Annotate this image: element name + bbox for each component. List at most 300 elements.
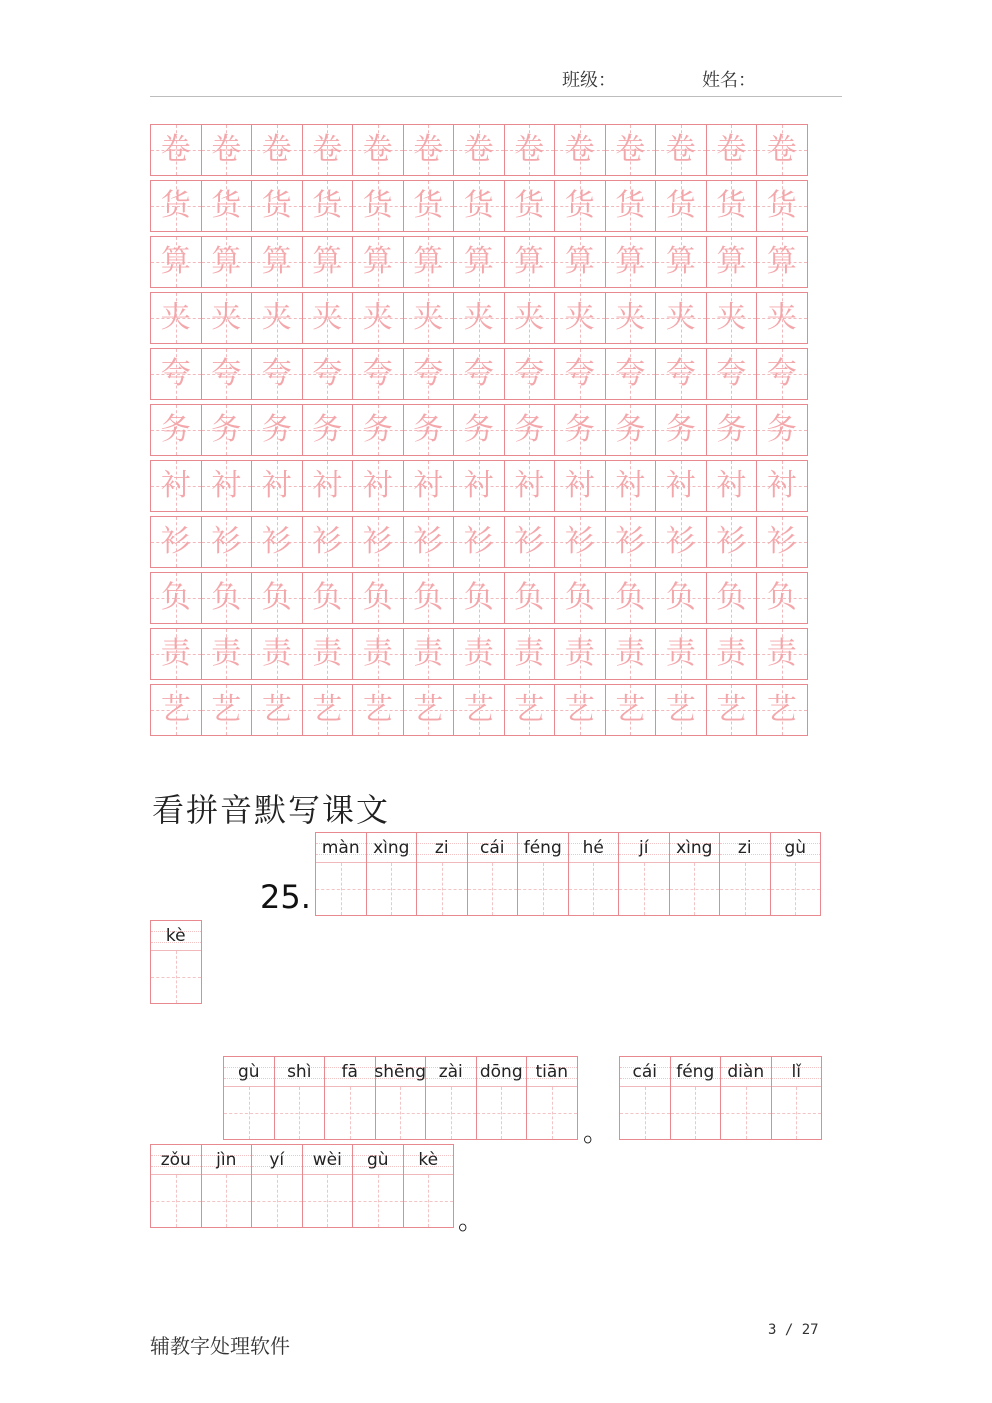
practice-cell[interactable]	[605, 124, 657, 176]
practice-cell[interactable]	[251, 572, 303, 624]
practice-char: 负	[665, 580, 696, 615]
practice-char: 负	[766, 580, 797, 615]
practice-cell[interactable]	[655, 516, 707, 568]
practice-char: 夸	[514, 356, 545, 391]
practice-cell[interactable]	[756, 180, 808, 232]
practice-cell[interactable]	[302, 124, 354, 176]
writing-area[interactable]	[404, 1175, 454, 1227]
practice-cell[interactable]	[453, 236, 505, 288]
pinyin-text: dōng	[479, 1061, 523, 1082]
practice-char: 衬	[160, 468, 191, 503]
practice-cell[interactable]	[706, 124, 758, 176]
practice-cell[interactable]	[504, 236, 556, 288]
practice-char: 夹	[766, 300, 797, 335]
practice-char: 务	[211, 412, 242, 447]
practice-cell[interactable]	[504, 684, 556, 736]
practice-cell[interactable]	[453, 404, 505, 456]
practice-cell[interactable]	[453, 124, 505, 176]
practice-cell[interactable]	[706, 572, 758, 624]
pinyin-text: fā	[341, 1061, 358, 1082]
practice-char: 责	[564, 636, 595, 671]
practice-cell[interactable]	[504, 292, 556, 344]
writing-area[interactable]	[151, 951, 201, 1003]
writing-area[interactable]	[426, 1087, 476, 1139]
writing-area[interactable]	[367, 863, 417, 915]
pinyin-box[interactable]	[201, 1144, 253, 1228]
practice-cell[interactable]	[201, 516, 253, 568]
practice-cell[interactable]	[150, 124, 202, 176]
practice-cell[interactable]	[150, 516, 202, 568]
pinyin-box[interactable]	[324, 1056, 376, 1140]
pinyin-text: zài	[438, 1061, 463, 1082]
practice-char: 货	[564, 188, 595, 223]
practice-cell[interactable]	[706, 404, 758, 456]
practice-cell[interactable]	[453, 292, 505, 344]
practice-cell[interactable]	[756, 572, 808, 624]
practice-char: 务	[413, 412, 444, 447]
practice-cell[interactable]	[302, 516, 354, 568]
practice-char: 务	[514, 412, 545, 447]
pinyin-box[interactable]	[302, 1144, 354, 1228]
practice-cell[interactable]	[504, 460, 556, 512]
pinyin-text: féng	[523, 837, 562, 858]
practice-char: 货	[160, 188, 191, 223]
practice-cell[interactable]	[251, 180, 303, 232]
practice-cell[interactable]	[352, 516, 404, 568]
writing-area[interactable]	[772, 1087, 822, 1139]
practice-cell[interactable]	[403, 124, 455, 176]
practice-cell[interactable]	[403, 684, 455, 736]
practice-cell[interactable]	[302, 348, 354, 400]
practice-cell[interactable]	[756, 516, 808, 568]
practice-cell[interactable]	[302, 292, 354, 344]
writing-area[interactable]	[569, 863, 619, 915]
practice-cell[interactable]	[251, 684, 303, 736]
writing-area[interactable]	[477, 1087, 527, 1139]
practice-cell[interactable]	[554, 236, 606, 288]
pinyin-box[interactable]	[526, 1056, 578, 1140]
pinyin-text: kè	[418, 1149, 439, 1170]
practice-cell[interactable]	[605, 460, 657, 512]
pinyin-box[interactable]	[403, 1144, 455, 1228]
pinyin-box[interactable]	[619, 1056, 671, 1140]
practice-cell[interactable]	[756, 292, 808, 344]
practice-cell[interactable]	[352, 124, 404, 176]
practice-cell[interactable]	[201, 124, 253, 176]
practice-cell[interactable]	[352, 236, 404, 288]
practice-cell[interactable]	[453, 348, 505, 400]
practice-cell[interactable]	[554, 460, 606, 512]
practice-char: 衬	[211, 468, 242, 503]
practice-cell[interactable]	[201, 572, 253, 624]
practice-char: 责	[160, 636, 191, 671]
pinyin-text: xìng	[676, 837, 713, 858]
pinyin-label	[151, 921, 201, 951]
practice-cell[interactable]	[352, 292, 404, 344]
pinyin-box[interactable]	[251, 1144, 303, 1228]
practice-cell[interactable]	[554, 404, 606, 456]
practice-cell[interactable]	[201, 180, 253, 232]
practice-char: 卷	[413, 132, 444, 167]
pinyin-box[interactable]	[150, 920, 202, 1004]
practice-char: 务	[665, 412, 696, 447]
practice-char: 务	[362, 412, 393, 447]
practice-cell[interactable]	[251, 292, 303, 344]
practice-cell[interactable]	[201, 684, 253, 736]
practice-char: 算	[665, 244, 696, 279]
practice-cell[interactable]	[251, 628, 303, 680]
pinyin-label	[353, 1145, 403, 1175]
pinyin-label	[303, 1145, 353, 1175]
practice-cell[interactable]	[706, 628, 758, 680]
pinyin-box[interactable]	[770, 832, 822, 916]
pinyin-box[interactable]	[366, 832, 418, 916]
practice-cell[interactable]	[605, 516, 657, 568]
practice-char: 货	[514, 188, 545, 223]
practice-cell[interactable]	[605, 572, 657, 624]
writing-area[interactable]	[527, 1087, 577, 1139]
practice-char: 货	[211, 188, 242, 223]
pinyin-box[interactable]	[476, 1056, 528, 1140]
practice-cell[interactable]	[352, 348, 404, 400]
practice-cell[interactable]	[453, 572, 505, 624]
writing-area[interactable]	[720, 863, 770, 915]
pinyin-box[interactable]	[771, 1056, 823, 1140]
practice-cell[interactable]	[302, 684, 354, 736]
pinyin-box[interactable]	[223, 1056, 275, 1140]
pinyin-label	[721, 1057, 771, 1087]
practice-cell[interactable]	[504, 628, 556, 680]
practice-char: 货	[261, 188, 292, 223]
practice-cell[interactable]	[302, 236, 354, 288]
practice-cell[interactable]	[554, 684, 606, 736]
practice-cell[interactable]	[504, 124, 556, 176]
practice-cell[interactable]	[706, 236, 758, 288]
practice-char: 务	[312, 412, 343, 447]
practice-cell[interactable]	[302, 460, 354, 512]
practice-cell[interactable]	[655, 348, 707, 400]
practice-cell[interactable]	[150, 460, 202, 512]
practice-cell[interactable]	[554, 572, 606, 624]
practice-cell[interactable]	[403, 460, 455, 512]
practice-char: 艺	[665, 692, 696, 727]
practice-cell[interactable]	[504, 516, 556, 568]
pinyin-label	[620, 1057, 670, 1087]
practice-char: 夹	[312, 300, 343, 335]
practice-cell[interactable]	[655, 180, 707, 232]
practice-cell[interactable]	[352, 180, 404, 232]
practice-char: 艺	[514, 692, 545, 727]
practice-cell[interactable]	[201, 348, 253, 400]
practice-cell[interactable]	[453, 180, 505, 232]
practice-cell[interactable]	[655, 236, 707, 288]
writing-area[interactable]	[671, 1087, 721, 1139]
class-label: 班级：	[562, 70, 616, 91]
practice-cell[interactable]	[706, 460, 758, 512]
practice-cell[interactable]	[403, 180, 455, 232]
pinyin-text: cái	[632, 1061, 657, 1082]
writing-area[interactable]	[316, 863, 366, 915]
practice-char: 算	[312, 244, 343, 279]
practice-cell[interactable]	[150, 348, 202, 400]
practice-cell[interactable]	[150, 292, 202, 344]
pinyin-text: kè	[165, 925, 186, 946]
practice-char: 算	[362, 244, 393, 279]
practice-cell[interactable]	[150, 684, 202, 736]
practice-cell[interactable]	[756, 404, 808, 456]
period-mark: 。	[458, 1206, 485, 1236]
pinyin-box[interactable]	[425, 1056, 477, 1140]
practice-cell[interactable]	[655, 572, 707, 624]
practice-char: 夹	[211, 300, 242, 335]
practice-cell[interactable]	[403, 404, 455, 456]
practice-char: 夸	[615, 356, 646, 391]
writing-area[interactable]	[224, 1087, 274, 1139]
practice-cell[interactable]	[504, 404, 556, 456]
practice-cell[interactable]	[352, 460, 404, 512]
writing-area[interactable]	[303, 1175, 353, 1227]
pinyin-row-4	[619, 1056, 821, 1140]
practice-char: 货	[463, 188, 494, 223]
practice-cell[interactable]	[554, 516, 606, 568]
practice-char: 卷	[716, 132, 747, 167]
practice-cell[interactable]	[403, 628, 455, 680]
practice-cell[interactable]	[251, 404, 303, 456]
practice-cell[interactable]	[403, 348, 455, 400]
practice-cell[interactable]	[251, 348, 303, 400]
writing-area[interactable]	[721, 1087, 771, 1139]
practice-cell[interactable]	[150, 236, 202, 288]
practice-char: 衬	[261, 468, 292, 503]
practice-cell[interactable]	[150, 572, 202, 624]
practice-cell[interactable]	[605, 292, 657, 344]
practice-cell[interactable]	[352, 628, 404, 680]
practice-cell[interactable]	[706, 292, 758, 344]
practice-cell[interactable]	[251, 124, 303, 176]
practice-char: 责	[615, 636, 646, 671]
writing-area[interactable]	[670, 863, 720, 915]
practice-cell[interactable]	[706, 516, 758, 568]
practice-cell[interactable]	[655, 628, 707, 680]
practice-char: 负	[413, 580, 444, 615]
practice-cell[interactable]	[302, 404, 354, 456]
practice-cell[interactable]	[605, 628, 657, 680]
practice-cell[interactable]	[302, 180, 354, 232]
practice-cell[interactable]	[605, 684, 657, 736]
pinyin-text: jìn	[216, 1149, 237, 1170]
footer-software: 辅教字处理软件	[150, 1334, 290, 1358]
practice-cell[interactable]	[352, 684, 404, 736]
practice-cell[interactable]	[706, 684, 758, 736]
practice-cell[interactable]	[706, 180, 758, 232]
pinyin-text: yí	[269, 1149, 285, 1170]
practice-cell[interactable]	[504, 180, 556, 232]
practice-char: 衫	[261, 524, 292, 559]
practice-char: 艺	[312, 692, 343, 727]
pinyin-label	[426, 1057, 476, 1087]
pinyin-box[interactable]	[719, 832, 771, 916]
practice-char: 负	[716, 580, 747, 615]
practice-cell[interactable]	[756, 628, 808, 680]
pinyin-box[interactable]	[517, 832, 569, 916]
practice-cell[interactable]	[302, 628, 354, 680]
pinyin-box[interactable]	[375, 1056, 427, 1140]
practice-char: 衫	[615, 524, 646, 559]
practice-char: 艺	[463, 692, 494, 727]
practice-char: 货	[413, 188, 444, 223]
pinyin-label	[316, 833, 366, 863]
practice-cell[interactable]	[554, 180, 606, 232]
practice-cell[interactable]	[605, 180, 657, 232]
practice-cell[interactable]	[655, 460, 707, 512]
practice-cell[interactable]	[504, 572, 556, 624]
practice-cell[interactable]	[554, 292, 606, 344]
practice-cell[interactable]	[554, 124, 606, 176]
practice-cell[interactable]	[554, 348, 606, 400]
practice-char: 衬	[665, 468, 696, 503]
writing-area[interactable]	[275, 1087, 325, 1139]
pinyin-box[interactable]	[669, 832, 721, 916]
practice-cell[interactable]	[655, 404, 707, 456]
practice-char: 务	[615, 412, 646, 447]
practice-cell[interactable]	[352, 404, 404, 456]
practice-cell[interactable]	[403, 292, 455, 344]
practice-char: 算	[615, 244, 646, 279]
practice-cell[interactable]	[655, 292, 707, 344]
practice-cell[interactable]	[453, 516, 505, 568]
practice-char: 夸	[160, 356, 191, 391]
practice-cell[interactable]	[504, 348, 556, 400]
practice-char: 夹	[514, 300, 545, 335]
practice-cell[interactable]	[251, 516, 303, 568]
practice-cell[interactable]	[756, 124, 808, 176]
pinyin-label	[252, 1145, 302, 1175]
practice-char: 卷	[665, 132, 696, 167]
practice-char: 衫	[766, 524, 797, 559]
pinyin-label	[771, 833, 821, 863]
writing-area[interactable]	[417, 863, 467, 915]
practice-cell[interactable]	[756, 348, 808, 400]
pinyin-box[interactable]	[315, 832, 367, 916]
practice-char: 算	[716, 244, 747, 279]
practice-char: 衫	[160, 524, 191, 559]
practice-cell[interactable]	[150, 628, 202, 680]
practice-cell[interactable]	[453, 684, 505, 736]
practice-char: 艺	[615, 692, 646, 727]
practice-char: 卷	[312, 132, 343, 167]
practice-char: 负	[463, 580, 494, 615]
writing-area[interactable]	[353, 1175, 403, 1227]
writing-area[interactable]	[202, 1175, 252, 1227]
pinyin-box[interactable]	[416, 832, 468, 916]
writing-area[interactable]	[771, 863, 821, 915]
practice-cell[interactable]	[201, 404, 253, 456]
practice-row	[150, 404, 807, 456]
pinyin-box[interactable]	[618, 832, 670, 916]
pinyin-label	[468, 833, 518, 863]
practice-cell[interactable]	[655, 684, 707, 736]
writing-area[interactable]	[325, 1087, 375, 1139]
practice-char: 衬	[716, 468, 747, 503]
practice-cell[interactable]	[655, 124, 707, 176]
writing-area[interactable]	[619, 863, 669, 915]
practice-cell[interactable]	[150, 180, 202, 232]
pinyin-label	[417, 833, 467, 863]
practice-cell[interactable]	[403, 516, 455, 568]
practice-char: 夸	[413, 356, 444, 391]
practice-char: 艺	[766, 692, 797, 727]
practice-cell[interactable]	[403, 572, 455, 624]
pinyin-row-2	[150, 920, 201, 1004]
pinyin-box[interactable]	[274, 1056, 326, 1140]
practice-char: 夸	[564, 356, 595, 391]
practice-char: 责	[463, 636, 494, 671]
practice-cell[interactable]	[201, 236, 253, 288]
writing-area[interactable]	[376, 1087, 426, 1139]
practice-cell[interactable]	[453, 628, 505, 680]
pinyin-box[interactable]	[720, 1056, 772, 1140]
practice-char: 衫	[312, 524, 343, 559]
pinyin-box[interactable]	[568, 832, 620, 916]
practice-cell[interactable]	[403, 236, 455, 288]
practice-cell[interactable]	[706, 348, 758, 400]
practice-char: 务	[716, 412, 747, 447]
pinyin-label	[671, 1057, 721, 1087]
practice-cell[interactable]	[756, 684, 808, 736]
practice-cell[interactable]	[150, 404, 202, 456]
practice-char: 务	[261, 412, 292, 447]
practice-cell[interactable]	[251, 236, 303, 288]
practice-cell[interactable]	[605, 404, 657, 456]
writing-area[interactable]	[151, 1175, 201, 1227]
practice-char: 夹	[261, 300, 292, 335]
practice-char: 责	[211, 636, 242, 671]
practice-cell[interactable]	[251, 460, 303, 512]
practice-char: 责	[261, 636, 292, 671]
pinyin-text: gù	[784, 837, 807, 858]
pinyin-box[interactable]	[150, 1144, 202, 1228]
practice-cell[interactable]	[302, 572, 354, 624]
practice-char: 负	[211, 580, 242, 615]
practice-char: 衬	[564, 468, 595, 503]
writing-area[interactable]	[620, 1087, 670, 1139]
practice-cell[interactable]	[605, 348, 657, 400]
practice-cell[interactable]	[756, 236, 808, 288]
practice-char: 夹	[463, 300, 494, 335]
practice-cell[interactable]	[201, 460, 253, 512]
practice-char: 卷	[514, 132, 545, 167]
practice-cell[interactable]	[453, 460, 505, 512]
practice-row	[150, 292, 807, 344]
pinyin-box[interactable]	[467, 832, 519, 916]
writing-area[interactable]	[518, 863, 568, 915]
practice-cell[interactable]	[352, 572, 404, 624]
practice-cell[interactable]	[756, 460, 808, 512]
practice-cell[interactable]	[605, 236, 657, 288]
pinyin-box[interactable]	[352, 1144, 404, 1228]
pinyin-text: hé	[582, 837, 604, 858]
practice-char: 衫	[716, 524, 747, 559]
practice-char: 责	[766, 636, 797, 671]
writing-area[interactable]	[468, 863, 518, 915]
practice-cell[interactable]	[554, 628, 606, 680]
practice-char: 责	[413, 636, 444, 671]
pinyin-box[interactable]	[670, 1056, 722, 1140]
practice-cell[interactable]	[201, 628, 253, 680]
practice-cell[interactable]	[201, 292, 253, 344]
pinyin-label	[518, 833, 568, 863]
writing-area[interactable]	[252, 1175, 302, 1227]
